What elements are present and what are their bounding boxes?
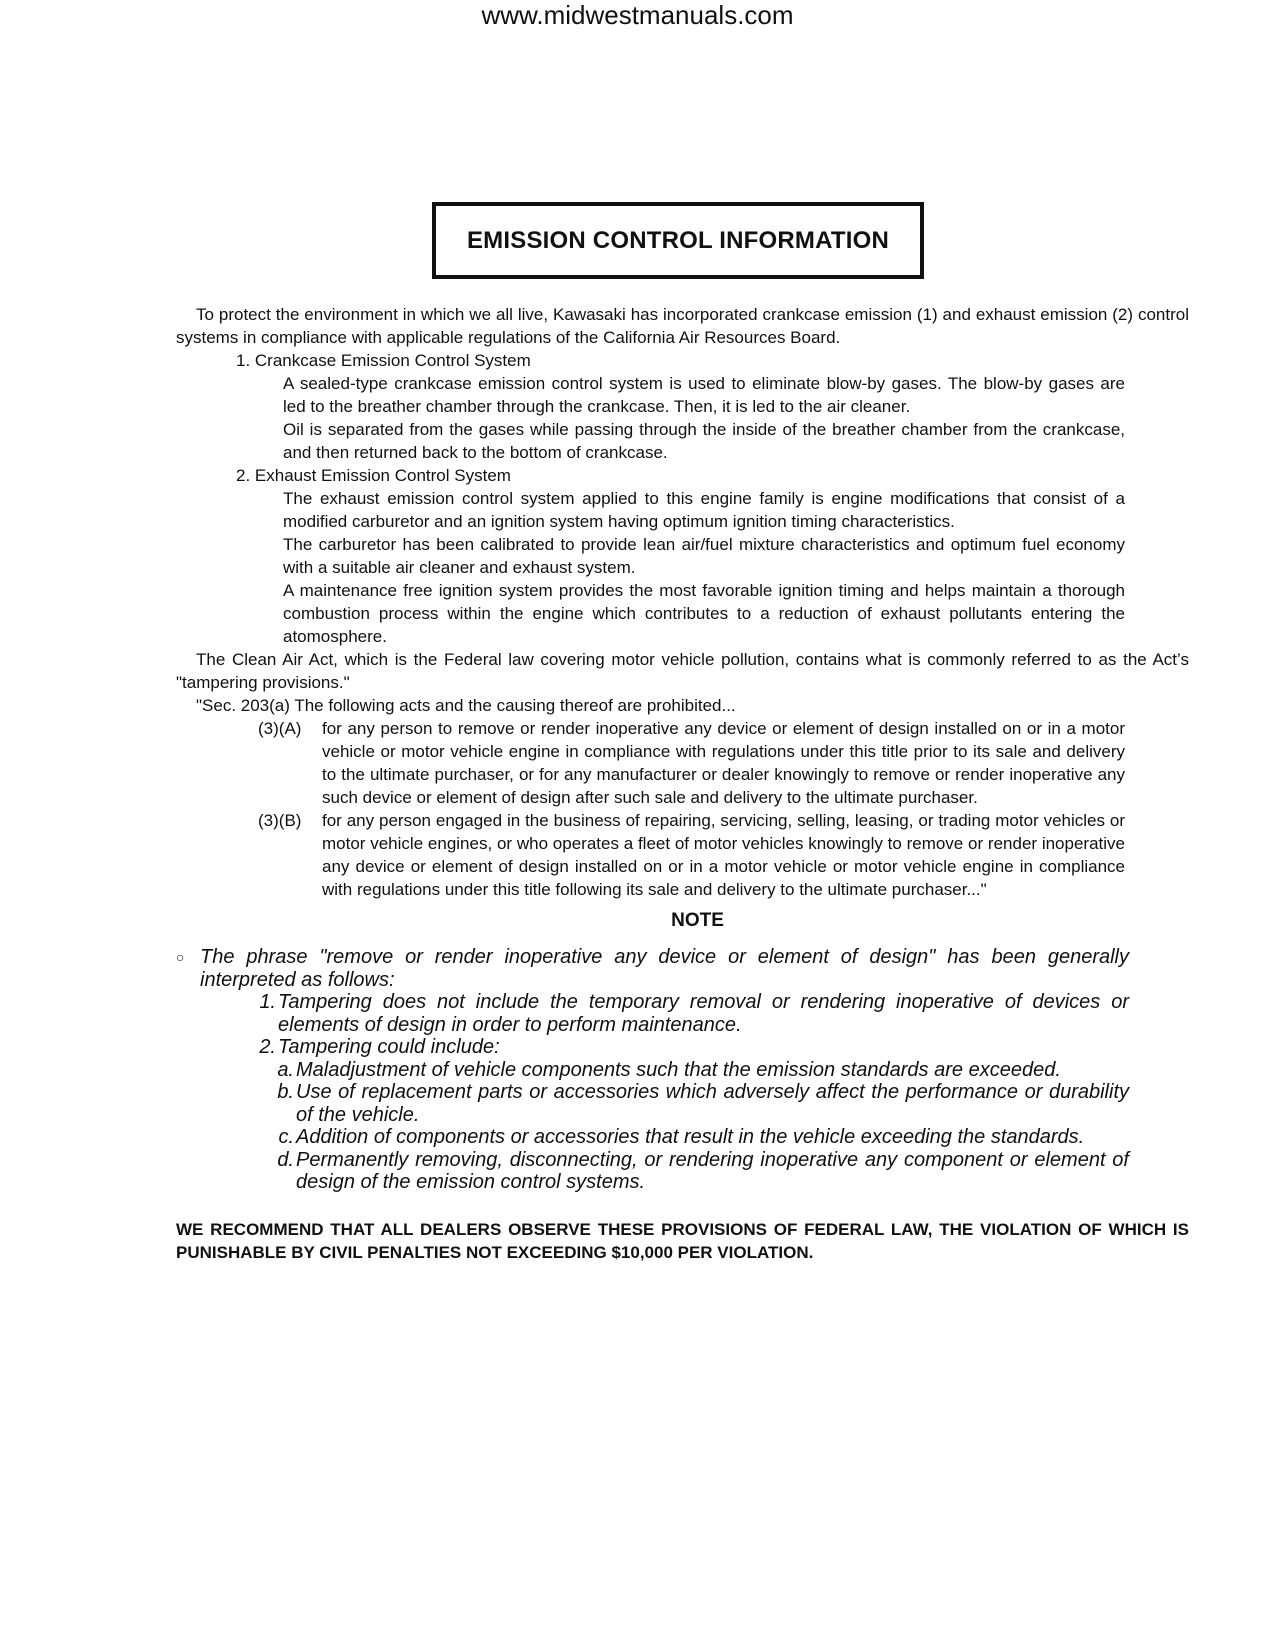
note-numbered-item: [256, 1036, 1129, 1059]
crankcase-paragraph: Oil is separated from the gases while passing through the inside of the breather chamber from the crankcase, and then returned back to the bottom of crankcase.: [283, 420, 1125, 462]
section-203-line: "Sec. 203(a) The following acts and the causing thereof are prohibited...: [196, 696, 736, 715]
note-item-number: 2.: [259, 1036, 276, 1058]
dealer-warning: WE RECOMMEND THAT ALL DEALERS OBSERVE THESE PROVISIONS OF FEDERAL LAW, THE VIOLATION OF WHICH IS PUNISHABLE BY CIVIL PENALTIES NOT EXCEEDING $10,000 PER VIOLATION.: [176, 1219, 1189, 1262]
note-numbered-item: [256, 991, 1129, 1036]
note-item-text: Tampering does not include the temporary removal or rendering inoperative of devices or elements of design in order to perform maintenance.: [278, 991, 1129, 1036]
act-item-text: for any person engaged in the business of repairing, servicing, selling, leasing, or trading motor vehicles or motor vehicle engines, or who operates a fleet of motor vehicles knowingly to remove or render inoperative any device or element of design installed on or in a motor vehicle or motor vehicle engine in compliance with regulations under this title following its sale and delivery to the ultimate purchaser...": [322, 811, 1125, 899]
act-item: [258, 809, 1125, 901]
act-item-label: (3)(B): [258, 811, 302, 830]
act-item-label: (3)(A): [258, 719, 302, 738]
note-subitem-text: Permanently removing, disconnecting, or rendering inoperative any component or element of design of the emission control systems.: [296, 1148, 1129, 1193]
title-box: [432, 202, 924, 279]
crankcase-heading: 1. Crankcase Emission Control System: [236, 351, 531, 370]
exhaust-heading: 2. Exhaust Emission Control System: [236, 466, 511, 485]
note-item-number: 1.: [259, 991, 276, 1013]
site-url-header: www.midwestmanuals.com: [481, 0, 794, 30]
note-subitem-letter: a.: [277, 1058, 294, 1081]
note-subitem-text: Maladjustment of vehicle components such that the emission standards are exceeded.: [296, 1058, 1061, 1081]
exhaust-paragraph: A maintenance free ignition system provides the most favorable ignition timing and helps maintain a thorough combustion process within the engine which contributes to a reduction of exhaust pollutants entering the atomosphere.: [283, 581, 1125, 646]
note-section: [176, 946, 1129, 1194]
act-item: [258, 717, 1125, 809]
intro-paragraph: To protect the environment in which we all live, Kawasaki has incorporated crankcase emission (1) and exhaust emission (2) control systems in compliance with applicable regulations of the California Air Resources Board.: [176, 305, 1189, 347]
clean-air-act-paragraph: The Clean Air Act, which is the Federal law covering motor vehicle pollution, contains what is commonly referred to as the Act’s "tampering provisions.": [176, 650, 1189, 692]
note-lettered-item: [274, 1059, 1129, 1082]
note-subitem-letter: c.: [278, 1126, 294, 1148]
note-subitem-letter: b.: [277, 1081, 294, 1103]
exhaust-paragraph: The carburetor has been calibrated to provide lean air/fuel mixture characteristics and optimum fuel economy with a suitable air cleaner and exhaust system.: [283, 535, 1125, 577]
note-item-text: Tampering could include:: [278, 1036, 500, 1058]
note-subitem-letter: d.: [277, 1148, 294, 1171]
exhaust-paragraph: The exhaust emission control system applied to this engine family is engine modifications that consist of a modified carburetor and an ignition system having optimum ignition timing characteristics.: [283, 489, 1125, 531]
page-title: EMISSION CONTROL INFORMATION: [466, 226, 890, 254]
act-item-text: for any person to remove or render inoperative any device or element of design installed on or in a motor vehicle or motor vehicle engine in compliance with regulations under this title prior to its sale and delivery to the ultimate purchaser, or for any manufacturer or dealer knowingly to remove or render inoperative any such device or element of design after such sale and delivery to the ultimate purchaser.: [322, 719, 1125, 807]
note-subitem-text: Use of replacement parts or accessories which adversely affect the performance or durability of the vehicle.: [296, 1081, 1129, 1126]
circle-bullet-icon: ○: [176, 949, 185, 965]
note-lettered-item: [274, 1149, 1129, 1194]
note-subitem-text: Addition of components or accessories that result in the vehicle exceeding the standards.: [296, 1126, 1085, 1148]
note-lettered-item: [274, 1126, 1129, 1149]
note-heading: NOTE: [671, 910, 724, 931]
document-body: [176, 303, 1189, 1264]
note-lettered-item: [274, 1081, 1129, 1126]
note-lead-row: [176, 946, 1129, 991]
crankcase-paragraph: A sealed-type crankcase emission control system is used to eliminate blow-by gases. The blow-by gases are led to the breather chamber through the crankcase. Then, it is led to the air cleaner.: [283, 374, 1125, 416]
note-lead-text: The phrase "remove or render inoperative any device or element of design" has been generally interpreted as follows:: [200, 946, 1129, 991]
